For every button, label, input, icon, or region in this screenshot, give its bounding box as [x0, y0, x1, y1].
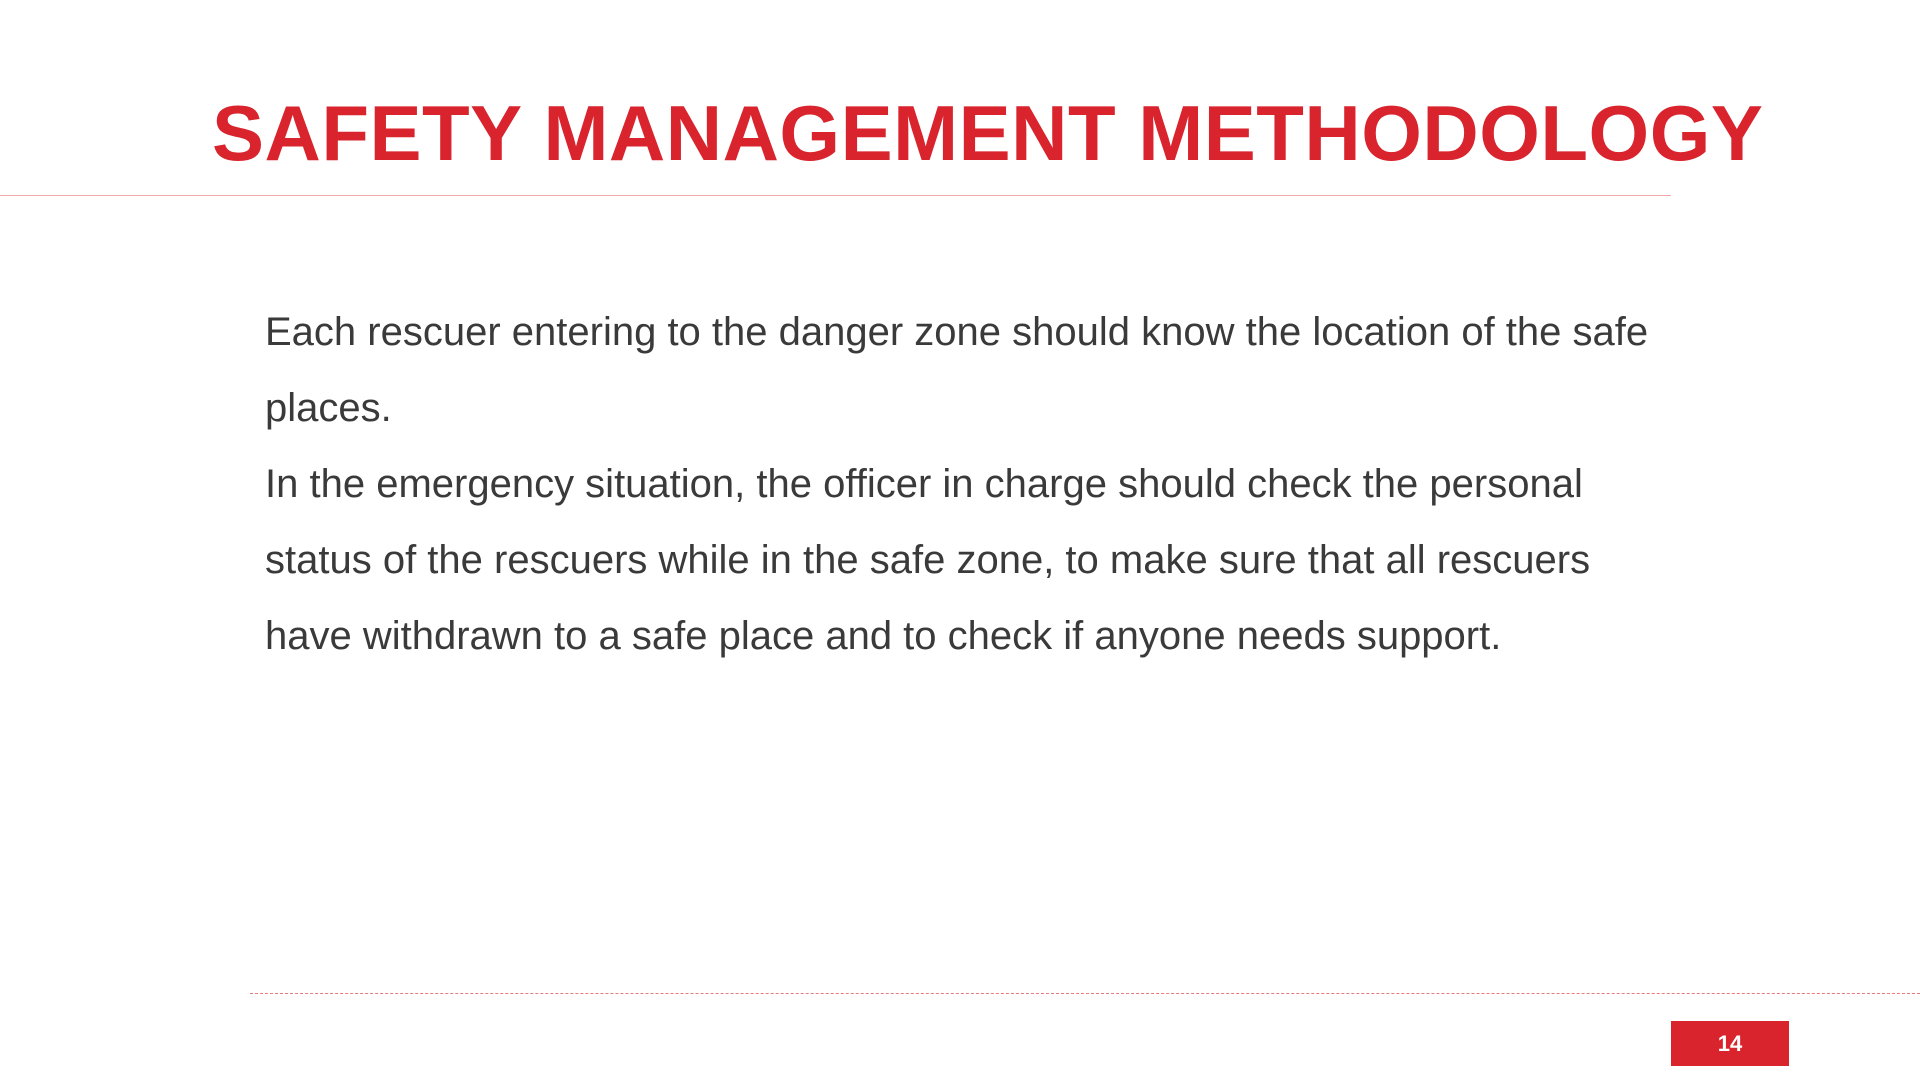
- body-paragraph: In the emergency situation, the officer in charge should check the personal status of the rescuers while in the safe zone, to make sure that all rescuers have withdrawn to a safe place and to check if anyone needs support.: [265, 462, 1591, 658]
- body-paragraph: Each rescuer entering to the danger zone should know the location of the safe places.: [265, 310, 1649, 430]
- slide-body: [265, 294, 1685, 674]
- footer-divider: [250, 993, 1920, 994]
- slide-title: SAFETY MANAGEMENT METHODOLOGY: [212, 89, 1764, 177]
- page-number-badge: 14: [1671, 1021, 1789, 1066]
- title-divider: [0, 195, 1671, 196]
